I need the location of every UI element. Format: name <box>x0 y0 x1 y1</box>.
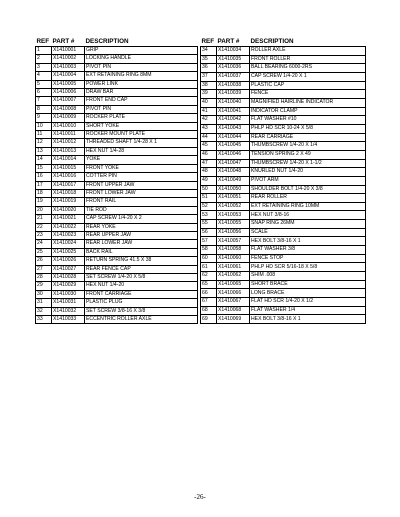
page-number: -26- <box>194 493 206 501</box>
part-number-cell: X1410008 <box>52 105 85 113</box>
description-cell: ECCENTRIC ROLLER AXLE <box>85 316 198 324</box>
part-number-cell: X1410037 <box>217 72 250 81</box>
part-number-cell: X1410028 <box>52 273 85 281</box>
ref-cell: 12 <box>36 139 52 147</box>
table-row <box>36 231 198 239</box>
table-row <box>36 206 198 214</box>
description-cell: KNURLED NUT 1/4-20 <box>250 168 366 177</box>
part-number-cell: X1410024 <box>52 240 85 248</box>
table-row <box>201 263 366 272</box>
description-cell: THUMBSCREW 1/4-20 X 1-1/2 <box>250 159 366 168</box>
description-cell: MAGNIFIED HAIRLINE INDICATOR <box>250 98 366 107</box>
part-header: PART # <box>52 38 75 45</box>
description-cell: HEX NUT 1/4-28 <box>85 147 198 155</box>
part-number-cell: X1410069 <box>217 315 250 324</box>
ref-cell: 67 <box>201 298 217 307</box>
part-number-cell: X1410041 <box>217 107 250 116</box>
part-number-cell: X1410044 <box>217 133 250 142</box>
description-cell: SHORT BRACE <box>250 280 366 289</box>
parts-table-right-body <box>201 47 366 324</box>
description-cell: DRAW BAR <box>85 89 198 97</box>
part-number-cell: X1410019 <box>52 198 85 206</box>
table-row <box>36 122 198 130</box>
description-cell: SET SCREW 1/4-20 X 5/8 <box>85 273 198 281</box>
parts-table-left-body <box>36 47 198 324</box>
table-row <box>201 133 366 142</box>
description-cell: FRONT ROLLER <box>250 55 366 64</box>
ref-cell: 47 <box>201 159 217 168</box>
ref-cell: 4 <box>36 72 52 80</box>
table-row <box>201 272 366 281</box>
ref-cell: 58 <box>201 246 217 255</box>
ref-cell: 40 <box>201 98 217 107</box>
table-row <box>201 55 366 64</box>
part-number-cell: X1410058 <box>217 246 250 255</box>
ref-cell: 56 <box>201 228 217 237</box>
part-number-cell: X1410026 <box>52 257 85 265</box>
description-cell: PIVOT PIN <box>85 63 198 71</box>
description-cell: REAR UPPER JAW <box>85 231 198 239</box>
ref-cell: 18 <box>36 189 52 197</box>
ref-cell: 62 <box>201 272 217 281</box>
part-number-cell: X1410067 <box>217 298 250 307</box>
header-row <box>201 37 366 47</box>
ref-cell: 11 <box>36 131 52 139</box>
table-row <box>201 81 366 90</box>
description-cell: CAP SCREW 1/4-20 X 1 <box>250 72 366 81</box>
part-number-cell: X1410051 <box>217 194 250 203</box>
description-cell: CAP SCREW 1/4-20 X 2 <box>85 215 198 223</box>
table-row <box>201 47 366 56</box>
ref-cell: 15 <box>36 164 52 172</box>
table-row <box>36 139 198 147</box>
description-cell: REAR YOKE <box>85 223 198 231</box>
description-cell: HEX NUT 3/8-16 <box>250 211 366 220</box>
part-number-cell: X1410048 <box>217 168 250 177</box>
part-number-cell: X1410003 <box>52 63 85 71</box>
ref-cell: 35 <box>201 55 217 64</box>
table-row <box>36 97 198 105</box>
ref-cell: 43 <box>201 124 217 133</box>
part-number-cell: X1410009 <box>52 114 85 122</box>
table-row <box>201 220 366 229</box>
ref-cell: 17 <box>36 181 52 189</box>
ref-cell: 51 <box>201 194 217 203</box>
table-row <box>201 159 366 168</box>
part-number-cell: X1410020 <box>52 206 85 214</box>
ref-cell: 27 <box>36 265 52 273</box>
table-row <box>201 246 366 255</box>
ref-cell: 31 <box>36 299 52 307</box>
table-row <box>201 237 366 246</box>
part-number-cell: X1410030 <box>52 290 85 298</box>
ref-cell: 60 <box>201 254 217 263</box>
part-number-cell: X1410062 <box>217 272 250 281</box>
part-number-cell: X1410029 <box>52 282 85 290</box>
part-number-cell: X1410056 <box>217 228 250 237</box>
table-row <box>201 107 366 116</box>
table-row <box>36 89 198 97</box>
ref-cell: 49 <box>201 176 217 185</box>
ref-cell: 28 <box>36 273 52 281</box>
part-number-cell: X1410015 <box>52 164 85 172</box>
part-number-cell: X1410014 <box>52 156 85 164</box>
ref-cell: 26 <box>36 257 52 265</box>
description-cell: EXT RETAINING RING 8MM <box>85 72 198 80</box>
description-cell: FLAT WASHER #10 <box>250 116 366 125</box>
table-row <box>201 202 366 211</box>
ref-cell: 69 <box>201 315 217 324</box>
table-row <box>201 90 366 99</box>
description-cell: PIVOT ARM <box>250 176 366 185</box>
description-cell: PIVOT PIN <box>85 105 198 113</box>
description-cell: PHLP HD SCR 5/16-18 X 5/8 <box>250 263 366 272</box>
table-row <box>201 315 366 324</box>
table-row <box>201 289 366 298</box>
part-number-cell: X1410065 <box>217 280 250 289</box>
description-cell: FLAT WASHER 3/8 <box>250 246 366 255</box>
ref-cell: 19 <box>36 198 52 206</box>
description-cell: SNAP RING 26MM <box>250 220 366 229</box>
ref-cell: 7 <box>36 97 52 105</box>
part-number-cell: X1410061 <box>217 263 250 272</box>
part-number-cell: X1410010 <box>52 122 85 130</box>
description-cell: FRONT RAIL <box>85 198 198 206</box>
ref-cell: 23 <box>36 231 52 239</box>
ref-cell: 8 <box>36 105 52 113</box>
ref-cell: 57 <box>201 237 217 246</box>
part-number-cell: X1410007 <box>52 97 85 105</box>
part-number-cell: X1410031 <box>52 299 85 307</box>
table-row <box>36 114 198 122</box>
description-cell: REAR ROLLER <box>250 194 366 203</box>
ref-cell: 42 <box>201 116 217 125</box>
table-row <box>201 98 366 107</box>
part-number-cell: X1410018 <box>52 189 85 197</box>
description-cell: REAR CARRIAGE <box>250 133 366 142</box>
part-number-cell: X1410032 <box>52 307 85 315</box>
header-row <box>36 37 198 47</box>
description-cell: HEX BOLT 3/8-16 X 1 <box>250 315 366 324</box>
ref-cell: 45 <box>201 142 217 151</box>
part-number-cell: X1410057 <box>217 237 250 246</box>
table-row <box>36 248 198 256</box>
description-cell: HEX BOLT 3/8-16 X 1 <box>250 237 366 246</box>
part-number-cell: X1410013 <box>52 147 85 155</box>
part-number-cell: X1410043 <box>217 124 250 133</box>
table-row <box>201 228 366 237</box>
ref-cell: 37 <box>201 72 217 81</box>
part-number-cell: X1410053 <box>217 211 250 220</box>
ref-cell: 46 <box>201 150 217 159</box>
description-cell: FENCE STOP <box>250 254 366 263</box>
table-row <box>36 80 198 88</box>
table-row <box>36 47 198 55</box>
description-cell: TENSION SPRING 2 X 49 <box>250 150 366 159</box>
part-number-cell: X1410045 <box>217 142 250 151</box>
description-cell: TIE ROD <box>85 206 198 214</box>
table-row <box>201 168 366 177</box>
part-number-cell: X1410052 <box>217 202 250 211</box>
table-row <box>36 299 198 307</box>
description-cell: FRONT UPPER JAW <box>85 181 198 189</box>
ref-cell: 61 <box>201 263 217 272</box>
table-row <box>201 124 366 133</box>
table-row <box>36 240 198 248</box>
part-number-cell: X1410012 <box>52 139 85 147</box>
part-number-cell: X1410046 <box>217 150 250 159</box>
table-row <box>36 105 198 113</box>
ref-cell: 66 <box>201 289 217 298</box>
ref-cell: 24 <box>36 240 52 248</box>
ref-cell: 50 <box>201 185 217 194</box>
table-row <box>36 198 198 206</box>
table-row <box>36 257 198 265</box>
ref-cell: 68 <box>201 306 217 315</box>
part-number-cell: X1410025 <box>52 248 85 256</box>
description-cell: EXT RETAINING RING 10MM <box>250 202 366 211</box>
part-number-cell: X1410004 <box>52 72 85 80</box>
table-row <box>36 273 198 281</box>
ref-cell: 53 <box>201 211 217 220</box>
part-number-cell: X1410033 <box>52 316 85 324</box>
ref-cell: 41 <box>201 107 217 116</box>
description-cell: FLAT HD SCR 1/4-20 X 1/2 <box>250 298 366 307</box>
table-row <box>36 215 198 223</box>
table-row <box>201 254 366 263</box>
description-cell: THUMBSCREW 1/4-20 X 1/4 <box>250 142 366 151</box>
part-number-cell: X1410060 <box>217 254 250 263</box>
ref-cell: 44 <box>201 133 217 142</box>
ref-cell: 29 <box>36 282 52 290</box>
description-cell: FRONT END CAP <box>85 97 198 105</box>
ref-cell: 22 <box>36 223 52 231</box>
part-number-cell: X1410049 <box>217 176 250 185</box>
description-cell: ROCKER MOUNT PLATE <box>85 131 198 139</box>
part-number-cell: X1410001 <box>52 47 85 55</box>
description-cell: INDICATOR CLAMP <box>250 107 366 116</box>
ref-cell: 13 <box>36 147 52 155</box>
description-cell: PLASTIC PLUG <box>85 299 198 307</box>
description-cell: SET SCREW 3/8-16 X 3/8 <box>85 307 198 315</box>
table-row <box>36 173 198 181</box>
description-cell: PHLP HD SCR 10-24 X 5/8 <box>250 124 366 133</box>
part-number-cell: X1410066 <box>217 289 250 298</box>
part-number-cell: X1410039 <box>217 90 250 99</box>
part-number-cell: X1410021 <box>52 215 85 223</box>
table-row <box>36 189 198 197</box>
part-number-cell: X1410042 <box>217 116 250 125</box>
description-cell: PLASTIC CAP <box>250 81 366 90</box>
description-cell: SHORT YOKE <box>85 122 198 130</box>
ref-cell: 2 <box>36 55 52 63</box>
description-cell: YOKE <box>85 156 198 164</box>
description-cell: POWER LINK <box>85 80 198 88</box>
description-cell: RETURN SPRING 41.5 X 38 <box>85 257 198 265</box>
description-cell: SCALE <box>250 228 366 237</box>
ref-cell: 33 <box>36 316 52 324</box>
description-cell: FENCE <box>250 90 366 99</box>
ref-cell: 3 <box>36 63 52 71</box>
part-number-cell: X1410047 <box>217 159 250 168</box>
table-row <box>36 147 198 155</box>
description-cell: FRONT LOWER JAW <box>85 189 198 197</box>
part-number-cell: X1410027 <box>52 265 85 273</box>
ref-cell: 25 <box>36 248 52 256</box>
description-cell: ROLLER AXLE <box>250 47 366 56</box>
description-header: DESCRIPTION <box>250 38 294 45</box>
table-row <box>36 55 198 63</box>
table-row <box>36 63 198 71</box>
table-row <box>201 150 366 159</box>
part-number-cell: X1410036 <box>217 64 250 73</box>
part-number-cell: X1410034 <box>217 47 250 56</box>
ref-cell: 21 <box>36 215 52 223</box>
table-row <box>36 131 198 139</box>
part-number-cell: X1410011 <box>52 131 85 139</box>
ref-cell: 52 <box>201 202 217 211</box>
description-cell: LONG BRACE <box>250 289 366 298</box>
description-cell: REAR FENCE CAP <box>85 265 198 273</box>
table-row <box>36 223 198 231</box>
ref-cell: 1 <box>36 47 52 55</box>
table-row <box>36 307 198 315</box>
description-header: DESCRIPTION <box>85 38 129 45</box>
ref-cell: 39 <box>201 90 217 99</box>
ref-cell: 9 <box>36 114 52 122</box>
part-number-cell: X1410023 <box>52 231 85 239</box>
ref-cell: 5 <box>36 80 52 88</box>
ref-cell: 48 <box>201 168 217 177</box>
description-cell: ROCKER PLATE <box>85 114 198 122</box>
ref-header: REF <box>36 38 50 45</box>
table-row <box>36 164 198 172</box>
table-row <box>201 298 366 307</box>
table-row <box>36 282 198 290</box>
table-row <box>36 290 198 298</box>
table-row <box>201 116 366 125</box>
ref-cell: 65 <box>201 280 217 289</box>
ref-cell: 36 <box>201 64 217 73</box>
part-number-cell: X1410022 <box>52 223 85 231</box>
part-number-cell: X1410035 <box>217 55 250 64</box>
table-row <box>201 306 366 315</box>
description-cell: HEX NUT 1/4-20 <box>85 282 198 290</box>
description-cell: LOCKING HANDLE <box>85 55 198 63</box>
description-cell: SHIM .008 <box>250 272 366 281</box>
parts-table-left <box>35 37 198 324</box>
parts-list <box>35 37 366 324</box>
description-cell: SHOULDER BOLT 1/4-20 X 3/8 <box>250 185 366 194</box>
ref-cell: 16 <box>36 173 52 181</box>
description-cell: COTTER PIN <box>85 173 198 181</box>
table-row <box>201 211 366 220</box>
description-cell: BACK RAIL <box>85 248 198 256</box>
ref-cell: 30 <box>36 290 52 298</box>
part-number-cell: X1410006 <box>52 89 85 97</box>
description-cell: BALL BEARING 6000-2RS <box>250 64 366 73</box>
table-row <box>201 176 366 185</box>
ref-cell: 55 <box>201 220 217 229</box>
ref-cell: 38 <box>201 81 217 90</box>
table-row <box>201 142 366 151</box>
part-number-cell: X1410017 <box>52 181 85 189</box>
ref-cell: 10 <box>36 122 52 130</box>
table-row <box>36 265 198 273</box>
part-number-cell: X1410040 <box>217 98 250 107</box>
part-number-cell: X1410050 <box>217 185 250 194</box>
table-row <box>36 316 198 324</box>
table-row <box>201 185 366 194</box>
parts-table-right <box>200 37 366 324</box>
part-number-cell: X1410002 <box>52 55 85 63</box>
table-row <box>201 64 366 73</box>
table-row <box>36 156 198 164</box>
table-row <box>36 181 198 189</box>
description-cell: GRIP <box>85 47 198 55</box>
table-row <box>201 280 366 289</box>
part-header: PART # <box>217 38 240 45</box>
ref-cell: 34 <box>201 47 217 56</box>
part-number-cell: X1410016 <box>52 173 85 181</box>
ref-cell: 32 <box>36 307 52 315</box>
part-number-cell: X1410038 <box>217 81 250 90</box>
description-cell: FRONT CARRIAGE <box>85 290 198 298</box>
description-cell: THREADED SHAFT 1/4-28 X 1 <box>85 139 198 147</box>
table-row <box>201 194 366 203</box>
ref-cell: 20 <box>36 206 52 214</box>
part-number-cell: X1410055 <box>217 220 250 229</box>
part-number-cell: X1410068 <box>217 306 250 315</box>
table-row <box>201 72 366 81</box>
description-cell: REAR LOWER JAW <box>85 240 198 248</box>
table-row <box>36 72 198 80</box>
description-cell: FLAT WASHER 1/4 <box>250 306 366 315</box>
ref-cell: 14 <box>36 156 52 164</box>
ref-cell: 6 <box>36 89 52 97</box>
ref-header: REF <box>201 38 215 45</box>
description-cell: FRONT YOKE <box>85 164 198 172</box>
part-number-cell: X1410005 <box>52 80 85 88</box>
